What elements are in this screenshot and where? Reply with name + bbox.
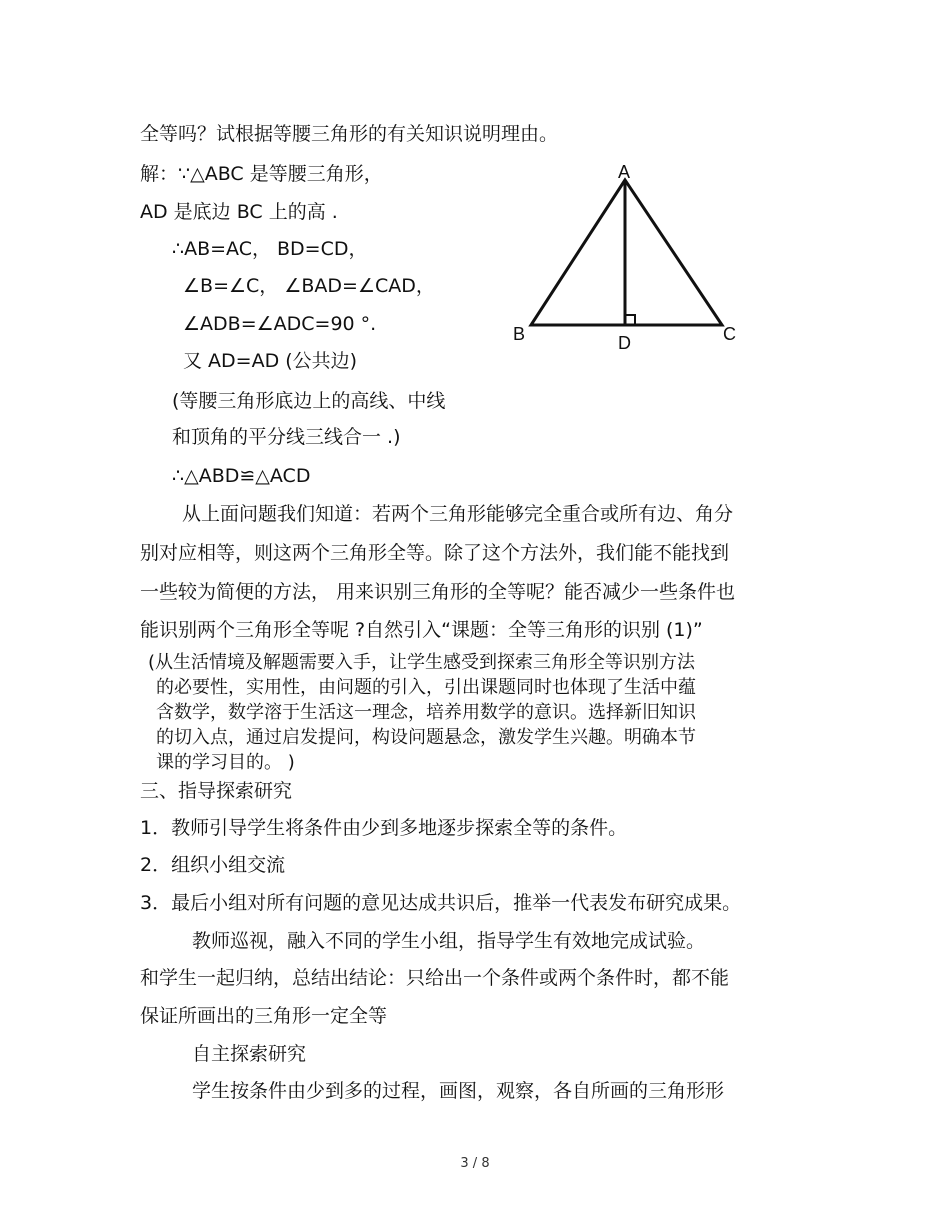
text-line: 学生按条件由少到多的过程，画图，观察，各自所画的三角形形 bbox=[192, 1080, 725, 1102]
text-line: 从上面问题我们知道：若两个三角形能够完全重合或所有边、角分 bbox=[182, 503, 734, 525]
text-line: 全等吗？试根据等腰三角形的有关知识说明理由。 bbox=[140, 123, 559, 145]
label-a: A bbox=[618, 162, 631, 182]
subheading: 自主探索研究 bbox=[192, 1043, 307, 1065]
text-line: ∠B=∠C， ∠BAD=∠CAD， bbox=[183, 275, 435, 297]
text-line: ∴△ABD≌△ACD bbox=[172, 465, 311, 487]
note-line: 含数学，数学溶于生活这一理念，培养用数学的意识。选择新旧知识 bbox=[156, 702, 696, 723]
note-line: 的切入点，通过启发提问，构设问题悬念，激发学生兴趣。明确本节 bbox=[156, 727, 696, 748]
list-item: 2．组织小组交流 bbox=[140, 854, 286, 876]
note-line: 的必要性，实用性，由问题的引入，引出课题同时也体现了生活中蕴 bbox=[156, 677, 696, 698]
text-line: 解：∵△ABC 是等腰三角形， bbox=[140, 163, 383, 185]
note-line: 课的学习目的。 ) bbox=[156, 752, 295, 773]
page-number: 3 / 8 bbox=[460, 1156, 490, 1171]
section-heading: 三、指导探索研究 bbox=[140, 780, 293, 802]
list-item: 1．教师引导学生将条件由少到多地逐步探索全等的条件。 bbox=[140, 817, 628, 839]
text-line: 一些较为简便的方法， 用来识别三角形的全等呢？能否减少一些条件也 bbox=[140, 581, 736, 603]
label-c: C bbox=[723, 324, 736, 344]
note-line: (从生活情境及解题需要入手，让学生感受到探索三角形全等识别方法 bbox=[148, 652, 696, 673]
text-line: AD 是底边 BC 上的高 . bbox=[140, 201, 338, 223]
text-line: 别对应相等，则这两个三角形全等。除了这个方法外，我们能不能找到 bbox=[140, 542, 730, 564]
isosceles-triangle-figure bbox=[505, 158, 755, 358]
text-line: ∴AB=AC， BD=CD， bbox=[172, 238, 368, 260]
list-item: 3．最后小组对所有问题的意见达成共识后，推举一代表发布研究成果。 bbox=[140, 892, 742, 914]
text-line: ∠ADB=∠ADC=90 °. bbox=[183, 313, 377, 335]
label-b: B bbox=[513, 324, 526, 344]
text-line: 教师巡视，融入不同的学生小组，指导学生有效地完成试验。 bbox=[192, 930, 706, 952]
text-line: 能识别两个三角形全等呢 ?自然引入“课题：全等三角形的识别 (1)” bbox=[140, 619, 703, 641]
label-d: D bbox=[618, 333, 631, 353]
text-line: (等腰三角形底边上的高线、中线 bbox=[172, 390, 446, 412]
text-line: 又 AD=AD (公共边) bbox=[183, 350, 358, 372]
text-line: 和顶角的平分线三线合一 .) bbox=[172, 426, 401, 448]
text-line: 和学生一起归纳，总结出结论：只给出一个条件或两个条件时，都不能 bbox=[140, 967, 730, 989]
text-line: 保证所画出的三角形一定全等 bbox=[140, 1005, 388, 1027]
